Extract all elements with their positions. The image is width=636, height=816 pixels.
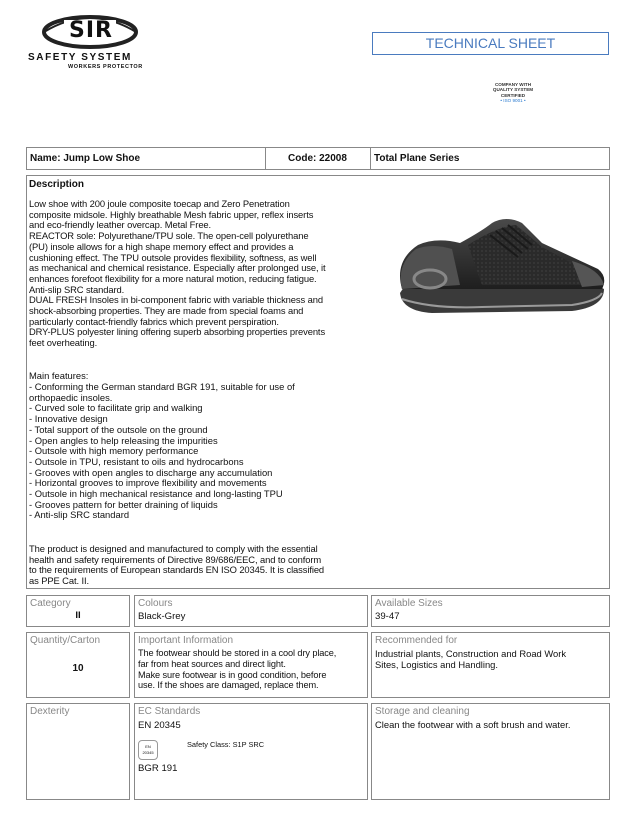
storage-cell — [371, 703, 610, 800]
feature-item: - Curved sole to facilitate grip and walking — [29, 402, 203, 414]
product-name: Name: Jump Low Shoe — [30, 153, 141, 164]
description-heading: Description — [29, 179, 85, 190]
feature-item: - Grooves pattern for better draining of liquids — [29, 498, 218, 510]
feature-item: - Innovative design — [29, 413, 108, 425]
feature-item: - Grooves with open angles to discharge any accumulation — [29, 466, 273, 478]
features-list — [29, 382, 374, 521]
quantity-value: 10 — [72, 663, 84, 674]
badge-bottom: 20345 — [142, 750, 154, 755]
product-series-cell — [370, 147, 610, 170]
important-info-label: Important Information — [138, 635, 234, 646]
brand-name: SAFETY SYSTEM — [28, 52, 132, 63]
recommended-value: Industrial plants, Construction and Road Work Sites, Logistics and Handling. — [375, 648, 567, 671]
storage-value: Clean the footwear with a soft brush and water. — [375, 719, 571, 730]
quantity-cell — [26, 632, 130, 698]
important-info-value: The footwear should be stored in a cool dry place, far from heat sources and direct light. Make sure footwear is in good condition, before use. If the shoes are damaged, replace them. — [138, 648, 337, 691]
colours-value: Black-Grey — [138, 611, 186, 622]
en-20345-badge — [138, 740, 158, 760]
feature-item: - Outsole in TPU, resistant to oils and hydrocarbons — [29, 455, 244, 467]
recommended-label: Recommended for — [375, 635, 458, 646]
features-title: Main features: — [29, 370, 89, 381]
iso-certification-stamp — [486, 82, 540, 104]
category-value: II — [75, 610, 81, 621]
cert-text: COMPANY WITH QUALITY SYSTEM CERTIFIED — [492, 82, 534, 98]
sizes-cell — [371, 595, 610, 627]
description-text: Low shoe with 200 joule composite toecap and Zero Penetration composite midsole. Highly breathable Mesh fabric upper, reflex inserts and eco-friendly leather overcap. Metal Free. REACTOR sole: Polyurethane/TPU sole. The open-cell polyurethane (PU) insole allows for a high shape memory effect and provides a cushioning effect. The TPU outsole provides flexibility, softness, as well as mechanical and chemical resistance. Especially after prolonged use, it enhances forefoot flexibility for a more natural motion, reducing fatigue. Anti-slip SRC standard. DUAL FRESH Insoles in bi-component fabric with variable thickness and shock-absorbing properties. They are made from special foams and particularly contact-friendly fabrics which prevent perspiration. DRY-PLUS polyester lining offering superb absorbing properties prevents feet overheating. — [29, 198, 326, 349]
sizes-label: Available Sizes — [375, 598, 443, 609]
category-label: Category — [30, 598, 71, 609]
dexterity-label: Dexterity — [30, 706, 70, 717]
feature-item: - Horizontal grooves to improve flexibility and movements — [29, 477, 267, 489]
feature-item: - Anti-slip SRC standard — [29, 509, 130, 521]
technical-sheet-title — [372, 32, 609, 55]
storage-label: Storage and cleaning — [375, 706, 470, 717]
compliance-text: The product is designed and manufactured to comply with the essential health and safety requirements of Directive 89/686/EEC, and to conform to the requirements of European standards EN ISO 20345. It is classified as PPE Cat. II. — [29, 543, 325, 587]
bgr-value: BGR 191 — [138, 763, 178, 774]
ec-standards-cell — [134, 703, 368, 800]
brand-logo — [24, 8, 164, 72]
recommended-cell — [371, 632, 610, 698]
colours-label: Colours — [138, 598, 173, 609]
safety-class: Safety Class: S1P SRC — [187, 740, 265, 749]
feature-item: - Open angles to help releasing the impurities — [29, 434, 218, 446]
important-info-cell — [134, 632, 368, 698]
feature-item: - Total support of the outsole on the ground — [29, 423, 208, 435]
dexterity-cell — [26, 703, 130, 800]
shoe-image — [372, 201, 612, 331]
product-series: Total Plane Series — [374, 153, 460, 164]
brand-tagline: WORKERS PROTECTOR — [68, 64, 143, 70]
quantity-label: Quantity/Carton — [30, 635, 101, 646]
feature-item: - Outsole in high mechanical resistance and long-lasting TPU — [29, 488, 283, 500]
ec-standards-label: EC Standards — [138, 706, 201, 717]
feature-item: - Conforming the German standard BGR 191, suitable for use of orthopaedic insoles. — [29, 381, 295, 403]
product-code: Code: 22008 — [288, 153, 347, 164]
badge-top: EN — [145, 744, 151, 749]
cert-iso: • ISO 9001 • — [500, 98, 526, 104]
category-cell — [26, 595, 130, 627]
product-code-cell — [265, 147, 371, 170]
ec-standard-value: EN 20345 — [138, 720, 181, 731]
logo-text: SIR — [69, 18, 113, 43]
sizes-value: 39-47 — [375, 611, 400, 622]
product-name-cell — [26, 147, 266, 170]
sheet-title-text: TECHNICAL SHEET — [425, 35, 556, 51]
feature-item: - Outsole with high memory performance — [29, 445, 199, 457]
description-box — [26, 175, 610, 589]
colours-cell — [134, 595, 368, 627]
